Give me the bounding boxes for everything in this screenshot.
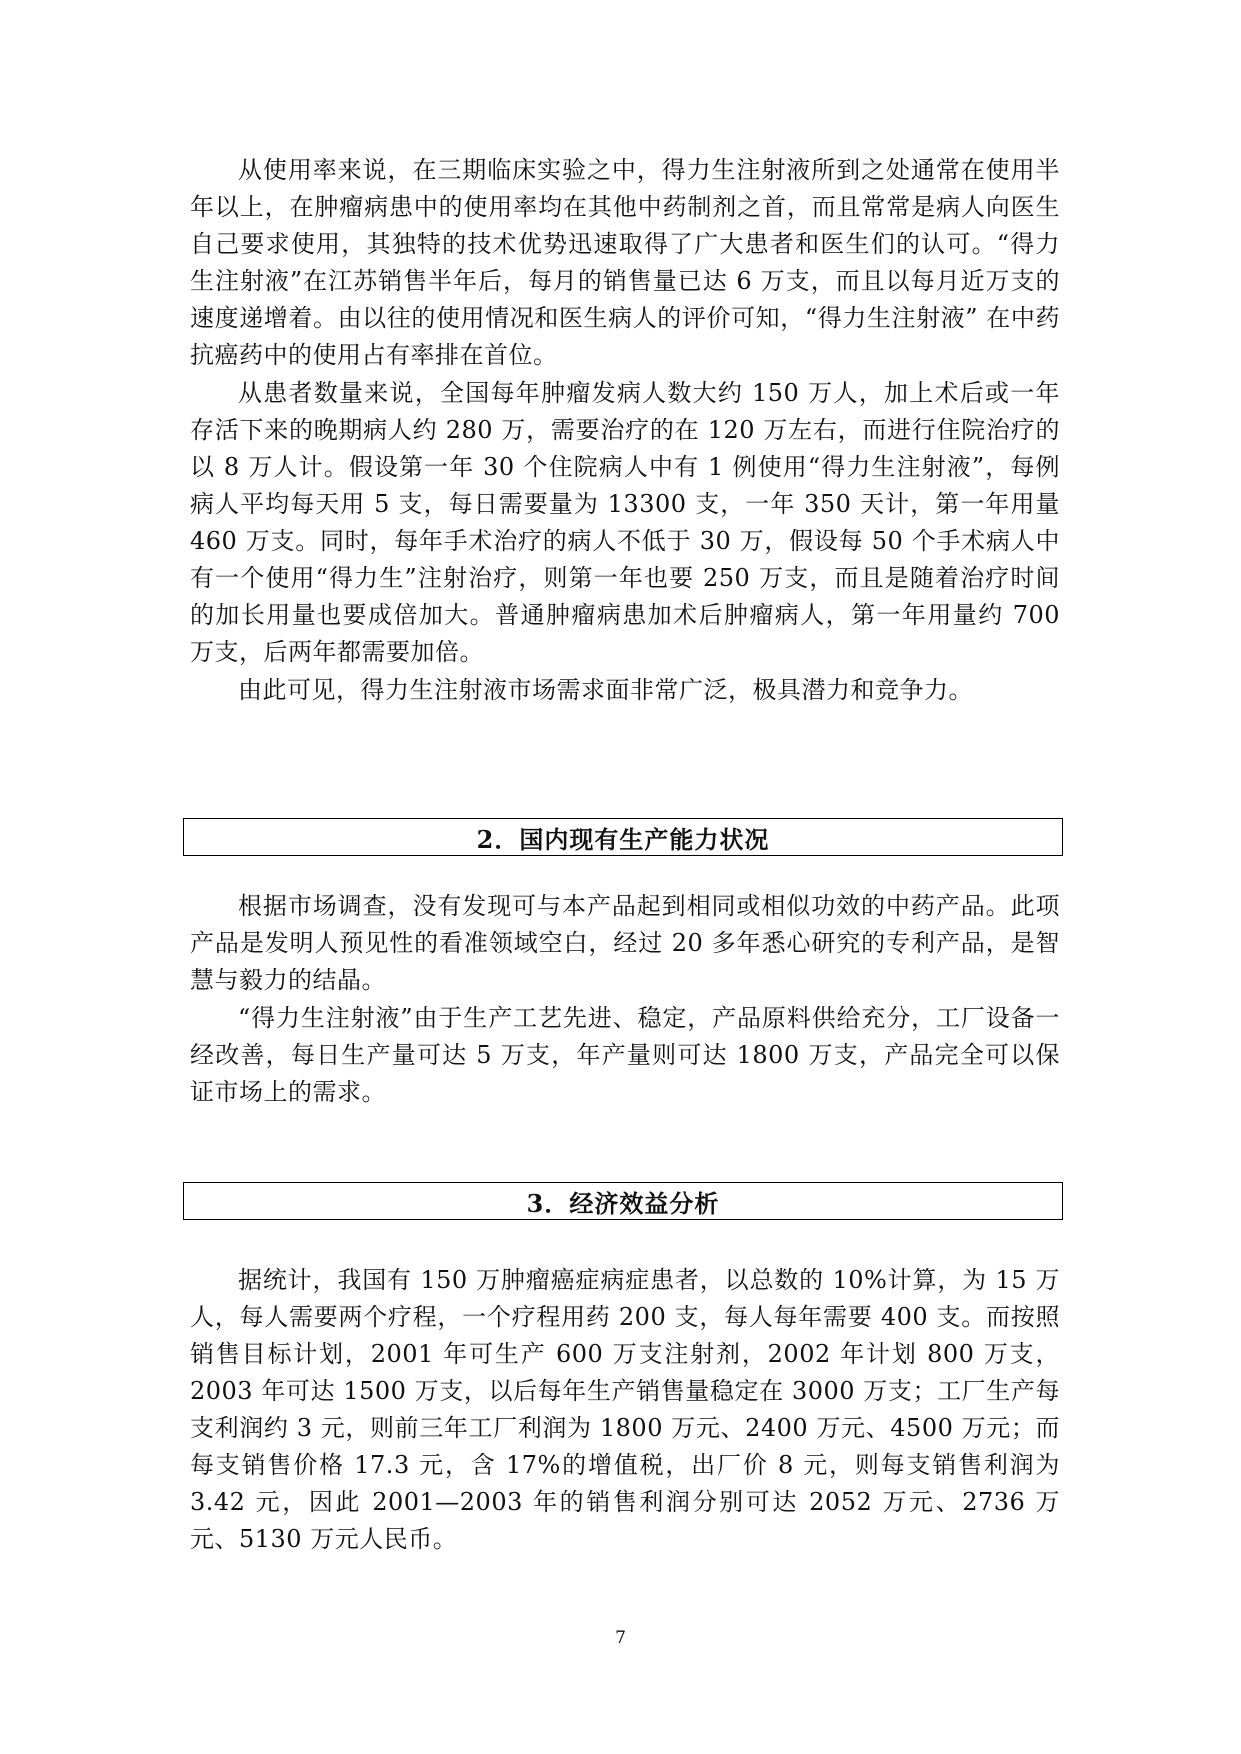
paragraph-economic-statistics: 据统计，我国有 150 万肿瘤癌症病症患者，以总数的 10%计算，为 15 万人，每人需要两个疗程，一个疗程用药 200 支，每人每年需要 400 支。而按照销售目标计划，2001 年可生产 600 万支注射剂，2002 年计划 800 万支，2003 年可达 1500 万支，以后每年生产销售量稳定在 3000 万支；工厂生产每支利润约 3 元，则前三年工厂利润为 1800 万元、2400 万元、4500 万元；而每支销售价格 17.3 元，含 17%的增值税，出厂价 8 元，则每支销售利润为 3.42 元，因此 2001—2003 年的销售利润分别可达 2052 万元、2736 万元、5130 万元人民币。 [190, 1266, 1060, 1553]
section-heading-production-capacity [183, 818, 1063, 856]
section-heading-text: 2．国内现有生产能力状况 [476, 824, 770, 854]
section-heading-text: 3．经济效益分析 [526, 1188, 720, 1218]
paragraph-market-research: 根据市场调查，没有发现可与本产品起到相同或相似功效的中药产品。此项产品是发明人预见性的看准领域空白，经过 20 多年悉心研究的专利产品，是智慧与毅力的结晶。 [190, 892, 1060, 994]
paragraph-market-conclusion: 由此可见，得力生注射液市场需求面非常广泛，极具潜力和竞争力。 [238, 676, 973, 704]
paragraph-patient-count: 从患者数量来说，全国每年肿瘤发病人数大约 150 万人，加上术后或一年存活下来的晚期病人约 280 万，需要治疗的在 120 万左右，而进行住院治疗的以 8 万人计。假设第一年 30 个住院病人中有 1 例使用“得力生注射液”，每例病人平均每天用 5 支，每日需要量为 13300 支，一年 350 天计，第一年用量 460 万支。同时，每年手术治疗的病人不低于 30 万，假设每 50 个手术病人中有一个使用“得力生”注射治疗，则第一年也要 250 万支，而且是随着治疗时间的加长用量也要成倍加大。普通肿瘤病患加术后肿瘤病人，第一年用量约 700 万支，后两年都需要加倍。 [190, 379, 1060, 666]
paragraph-usage-rate: 从使用率来说，在三期临床实验之中，得力生注射液所到之处通常在使用半年以上，在肿瘤病患中的使用率均在其他中药制剂之首，而且常常是病人向医生自己要求使用，其独特的技术优势迅速取得了广大患者和医生们的认可。“得力生注射液”在江苏销售半年后，每月的销售量已达 6 万支，而且以每月近万支的速度递增着。由以往的使用情况和医生病人的评价可知，“得力生注射液” 在中药抗癌药中的使用占有率排在首位。 [190, 156, 1060, 369]
paragraph-production-output: “得力生注射液”由于生产工艺先进、稳定，产品原料供给充分，工厂设备一经改善，每日生产量可达 5 万支，年产量则可达 1800 万支，产品完全可以保证市场上的需求。 [190, 1004, 1060, 1106]
page-number: 7 [615, 1628, 626, 1648]
section-heading-economic-analysis [183, 1182, 1063, 1220]
